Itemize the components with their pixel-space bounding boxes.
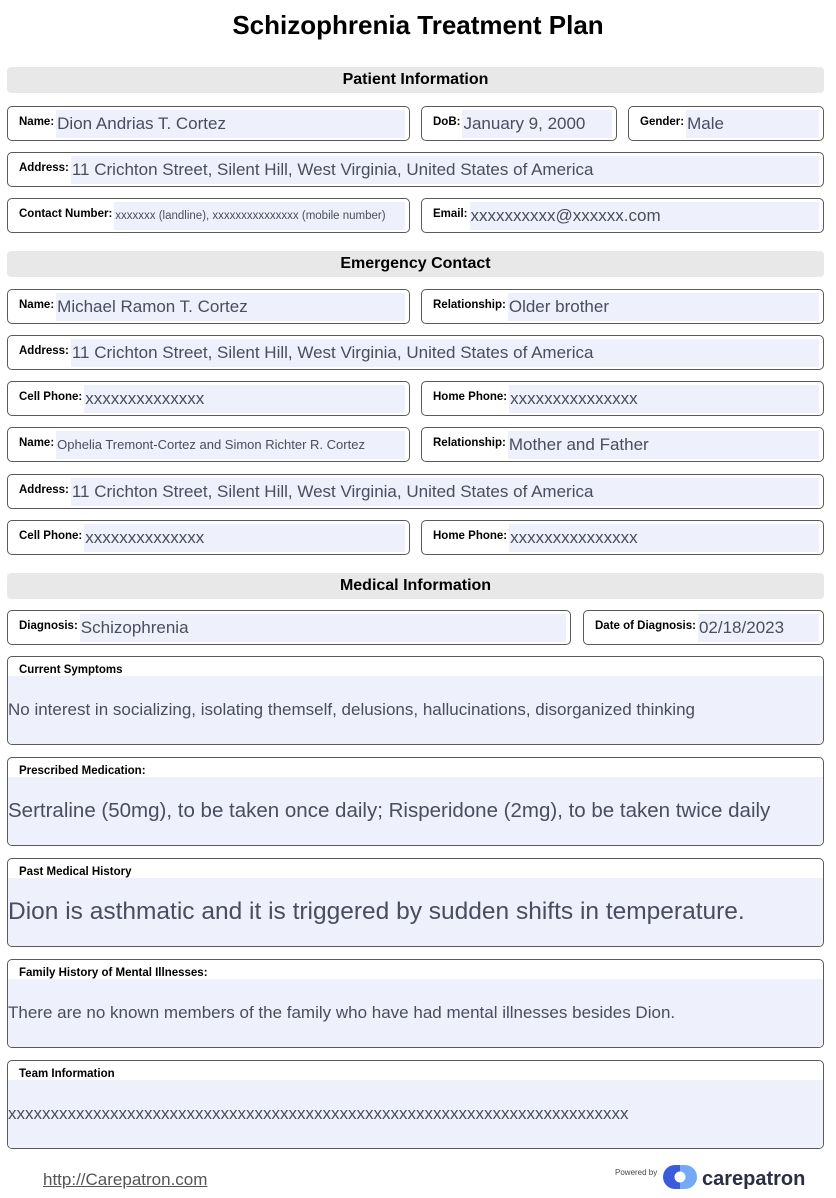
patient-name-field[interactable] xyxy=(7,106,410,141)
emergency2-home-value: xxxxxxxxxxxxxxx xyxy=(509,524,819,552)
emergency2-relationship-label: Relationship: xyxy=(433,437,506,449)
diagnosis-date-field[interactable] xyxy=(583,610,824,645)
past-medical-history-box[interactable] xyxy=(7,858,824,947)
emergency1-home-field[interactable] xyxy=(421,381,824,416)
diagnosis-field[interactable] xyxy=(7,610,571,645)
diagnosis-date-value: 02/18/2023 xyxy=(698,614,819,642)
patient-gender-field[interactable] xyxy=(628,106,824,141)
section-medical-information: Medical Information xyxy=(7,573,824,599)
team-information-box[interactable] xyxy=(7,1060,824,1149)
carepatron-logo-icon xyxy=(662,1164,698,1195)
patient-address-field[interactable] xyxy=(7,152,824,187)
emergency1-cell-field[interactable] xyxy=(7,381,410,416)
emergency1-relationship-field[interactable] xyxy=(421,289,824,324)
patient-dob-value: January 9, 2000 xyxy=(462,110,612,138)
emergency1-relationship-label: Relationship: xyxy=(433,299,506,311)
patient-contact-label: Contact Number: xyxy=(19,208,113,220)
emergency1-cell-label: Cell Phone: xyxy=(19,391,83,403)
carepatron-brand[interactable] xyxy=(662,1165,805,1193)
emergency1-home-label: Home Phone: xyxy=(433,391,508,403)
patient-dob-field[interactable] xyxy=(421,106,617,141)
past-medical-history-label: Past Medical History xyxy=(19,866,132,878)
emergency1-name-field[interactable] xyxy=(7,289,410,324)
prescribed-medication-box[interactable] xyxy=(7,757,824,846)
patient-dob-label: DoB: xyxy=(433,116,461,128)
emergency2-home-label: Home Phone: xyxy=(433,530,508,542)
patient-gender-label: Gender: xyxy=(640,116,685,128)
emergency2-cell-value: xxxxxxxxxxxxxx xyxy=(84,524,405,552)
powered-by-text: Powered by xyxy=(615,1168,658,1177)
patient-name-value: Dion Andrias T. Cortez xyxy=(56,110,405,138)
emergency2-address-label: Address: xyxy=(19,484,69,496)
emergency1-relationship-value: Older brother xyxy=(508,293,819,321)
emergency2-home-field[interactable] xyxy=(421,520,824,555)
emergency1-address-label: Address: xyxy=(19,345,69,357)
patient-name-label: Name: xyxy=(19,116,55,128)
patient-email-value: xxxxxxxxxx@xxxxxx.com xyxy=(470,202,819,230)
current-symptoms-value: No interest in socializing, isolating themself, delusions, hallucinations, disorganized thinking xyxy=(8,676,823,744)
emergency2-relationship-value: Mother and Father xyxy=(508,431,819,459)
prescribed-medication-value: Sertraline (50mg), to be taken once daily; Risperidone (2mg), to be taken twice daily xyxy=(8,777,823,845)
emergency1-address-value: 11 Crichton Street, Silent Hill, West Virginia, United States of America xyxy=(71,339,819,367)
emergency2-name-label: Name: xyxy=(19,437,55,449)
patient-email-label: Email: xyxy=(433,208,468,220)
emergency2-address-field[interactable] xyxy=(7,474,824,509)
patient-email-field[interactable] xyxy=(421,198,824,233)
emergency2-cell-label: Cell Phone: xyxy=(19,530,83,542)
team-information-value: xxxxxxxxxxxxxxxxxxxxxxxxxxxxxxxxxxxxxxxxxxxxxxxxxxxxxxxxxxxxxxxxxxxxxxxxx xyxy=(8,1080,823,1148)
section-emergency-contact: Emergency Contact xyxy=(7,251,824,277)
emergency2-relationship-field[interactable] xyxy=(421,427,824,462)
emergency2-name-value: Ophelia Tremont-Cortez and Simon Richter R. Cortez xyxy=(56,431,405,459)
patient-address-label: Address: xyxy=(19,162,69,174)
patient-contact-field[interactable] xyxy=(7,198,410,233)
document-title: Schizophrenia Treatment Plan xyxy=(232,10,604,40)
team-information-label: Team Information xyxy=(19,1068,115,1080)
emergency1-cell-value: xxxxxxxxxxxxxx xyxy=(84,385,405,413)
carepatron-link[interactable]: http://Carepatron.com xyxy=(43,1170,208,1189)
family-history-box[interactable] xyxy=(7,959,824,1048)
emergency2-name-field[interactable] xyxy=(7,427,410,462)
past-medical-history-value: Dion is asthmatic and it is triggered by sudden shifts in temperature. xyxy=(8,878,823,946)
current-symptoms-label: Current Symptoms xyxy=(19,664,123,676)
emergency1-name-value: Michael Ramon T. Cortez xyxy=(56,293,405,321)
diagnosis-date-label: Date of Diagnosis: xyxy=(595,620,696,632)
section-patient-information: Patient Information xyxy=(7,67,824,93)
patient-gender-value: Male xyxy=(686,110,819,138)
emergency1-home-value: xxxxxxxxxxxxxxx xyxy=(509,385,819,413)
patient-address-value: 11 Crichton Street, Silent Hill, West Virginia, United States of America xyxy=(71,156,819,184)
emergency1-address-field[interactable] xyxy=(7,335,824,370)
emergency2-address-value: 11 Crichton Street, Silent Hill, West Virginia, United States of America xyxy=(71,478,819,506)
current-symptoms-box[interactable] xyxy=(7,656,824,745)
diagnosis-label: Diagnosis: xyxy=(19,620,78,632)
family-history-value: There are no known members of the family who have had mental illnesses besides Dion. xyxy=(8,979,823,1047)
emergency2-cell-field[interactable] xyxy=(7,520,410,555)
diagnosis-value: Schizophrenia xyxy=(80,614,566,642)
carepatron-brand-name: carepatron xyxy=(702,1167,806,1190)
emergency1-name-label: Name: xyxy=(19,299,55,311)
family-history-label: Family History of Mental Illnesses: xyxy=(19,967,208,979)
prescribed-medication-label: Prescribed Medication: xyxy=(19,765,146,777)
patient-contact-value: xxxxxxx (landline), xxxxxxxxxxxxxxx (mobile number) xyxy=(114,202,405,230)
